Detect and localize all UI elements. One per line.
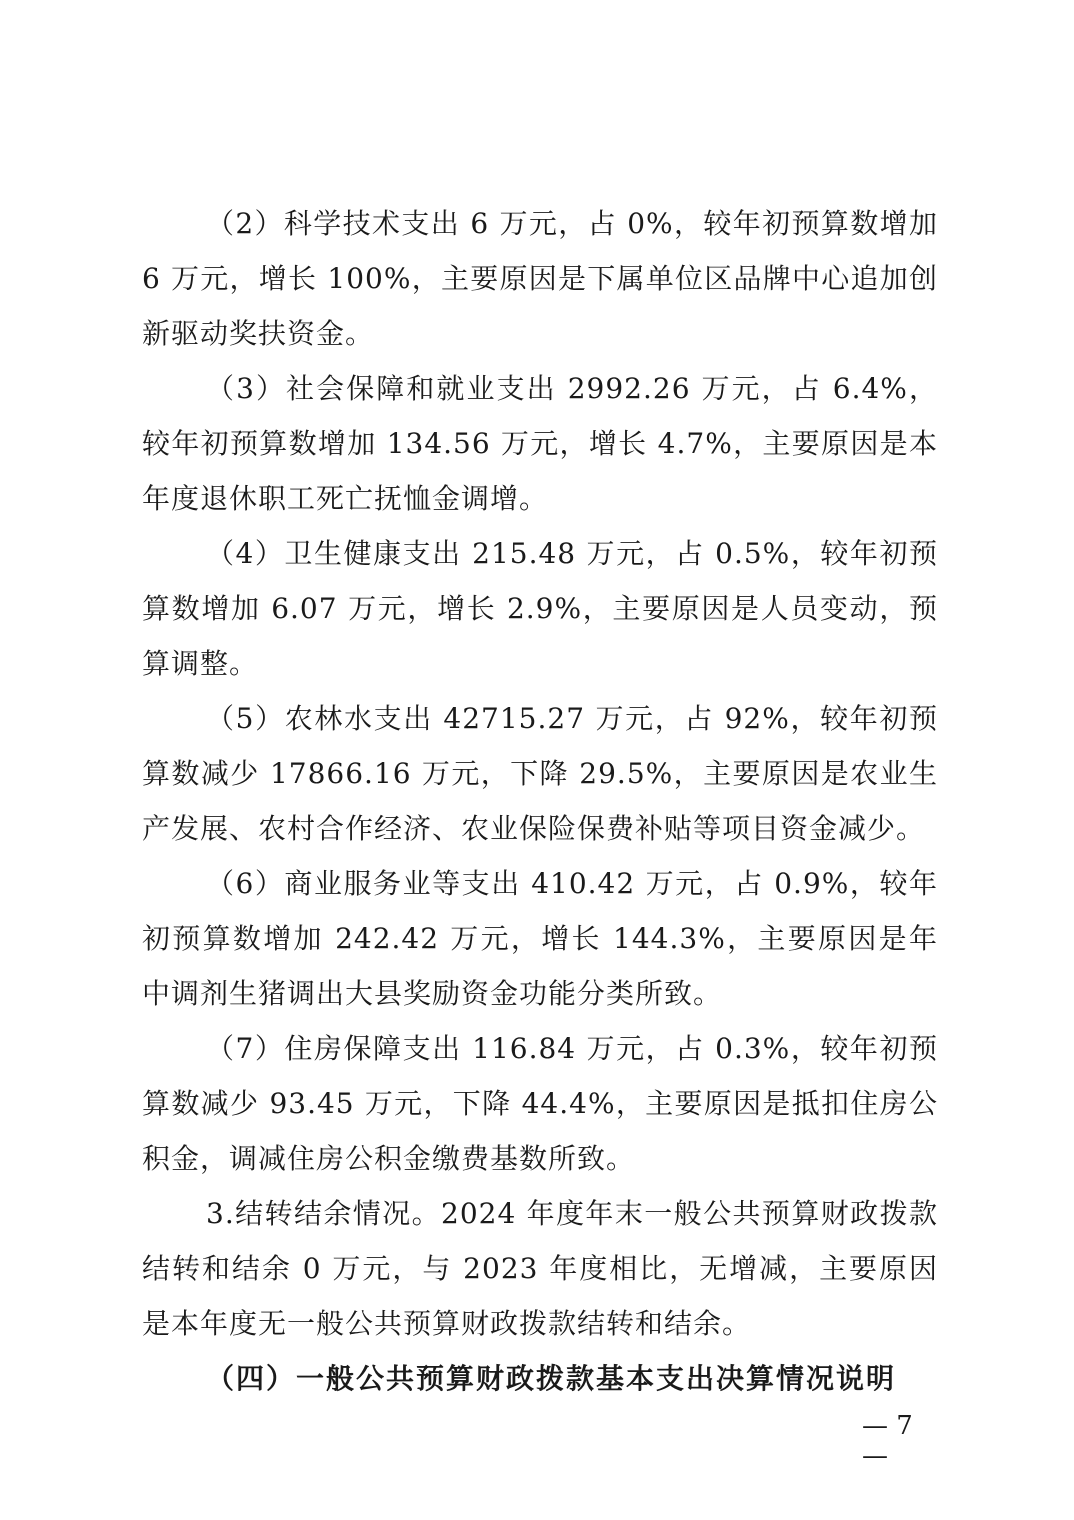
document-body (142, 196, 938, 1406)
section-heading: （四）一般公共预算财政拨款基本支出决算情况说明 (206, 1362, 897, 1395)
paragraph-health: （4）卫生健康支出 215.48 万元，占 0.5%，较年初预算数增加 6.07 万元，增长 2.9%，主要原因是人员变动，预算调整。 (142, 537, 938, 680)
paragraph-housing: （7）住房保障支出 116.84 万元，占 0.3%，较年初预算数减少 93.45 万元，下降 44.4%，主要原因是抵扣住房公积金，调减住房公积金缴费基数所致。 (142, 1032, 938, 1175)
page-number: — 7 — (862, 1411, 913, 1471)
paragraph-commerce: （6）商业服务业等支出 410.42 万元，占 0.9%，较年初预算数增加 242.42 万元，增长 144.3%，主要原因是年中调剂生猪调出大县奖励资金功能分类所致。 (142, 867, 938, 1010)
paragraph-science-tech: （2）科学技术支出 6 万元，占 0%，较年初预算数增加 6 万元，增长 100%，主要原因是下属单位区品牌中心追加创新驱动奖扶资金。 (142, 207, 938, 350)
paragraph-carryover: 3.结转结余情况。2024 年度年末一般公共预算财政拨款结转和结余 0 万元，与 2023 年度相比，无增减，主要原因是本年度无一般公共预算财政拨款结转和结余。 (142, 1197, 938, 1340)
paragraph-social-security: （3）社会保障和就业支出 2992.26 万元，占 6.4%，较年初预算数增加 134.56 万元，增长 4.7%，主要原因是本年度退休职工死亡抚恤金调增。 (142, 372, 938, 515)
paragraph-agriculture: （5）农林水支出 42715.27 万元，占 92%，较年初预算数减少 17866.16 万元，下降 29.5%，主要原因是农业生产发展、农村合作经济、农业保险保费补贴等项目资金减少。 (142, 702, 938, 845)
